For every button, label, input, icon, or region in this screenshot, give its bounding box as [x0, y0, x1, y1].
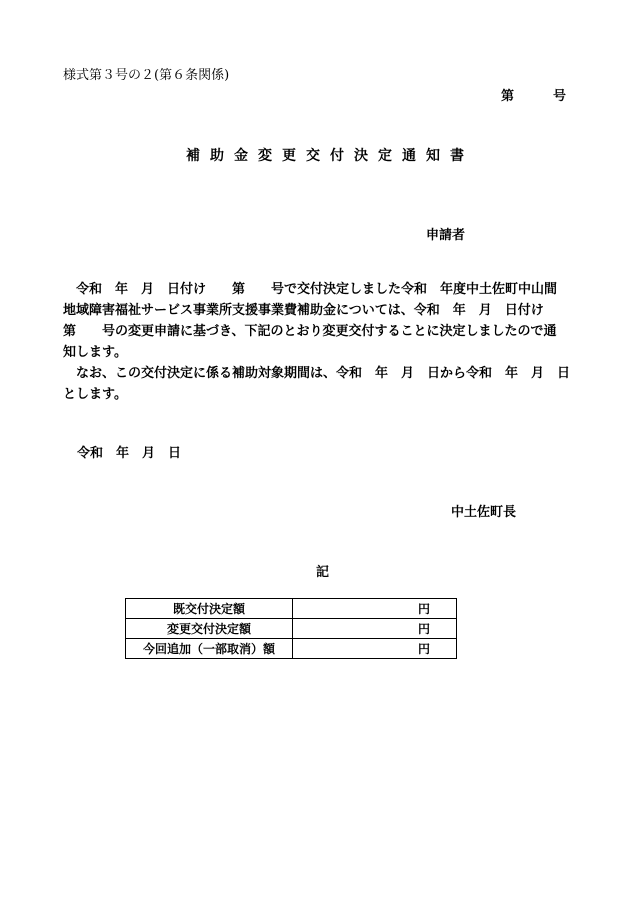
ki-label: 記 — [316, 565, 330, 580]
row-value: 円 — [293, 639, 457, 659]
document-number: 第 号 — [501, 89, 567, 104]
row-value: 円 — [293, 619, 457, 639]
table-row — [126, 599, 457, 619]
body-line: 地域障害福祉サービス事業所支援事業費補助金については、令和 年 月 日付け — [63, 303, 544, 318]
body-line: 知します。 — [63, 345, 127, 360]
body-line: とします。 — [63, 387, 127, 402]
body-line: 第 号の変更申請に基づき、下記のとおり変更交付することに決定しましたので通 — [63, 324, 557, 339]
notice-body — [63, 279, 583, 405]
issuer-name: 中土佐町長 — [451, 505, 517, 520]
table-row — [126, 619, 457, 639]
applicant-label: 申請者 — [426, 228, 466, 243]
row-label: 変更交付決定額 — [126, 619, 293, 639]
table-row — [126, 639, 457, 659]
amounts-table — [125, 598, 457, 659]
body-line: なお、この交付決定に係る補助対象期間は、令和 年 月 日から令和 年 月 日 — [63, 366, 571, 381]
document-title: 補助金変更交付決定通知書 — [186, 148, 474, 164]
row-value: 円 — [293, 599, 457, 619]
form-number: 様式第３号の２(第６条関係) — [63, 68, 230, 83]
row-label: 既交付決定額 — [126, 599, 293, 619]
body-line: 令和 年 月 日付け 第 号で交付決定しました令和 年度中土佐町中山間 — [63, 282, 558, 297]
row-label: 今回追加（一部取消）額 — [126, 639, 293, 659]
notice-date: 令和 年 月 日 — [77, 446, 182, 461]
